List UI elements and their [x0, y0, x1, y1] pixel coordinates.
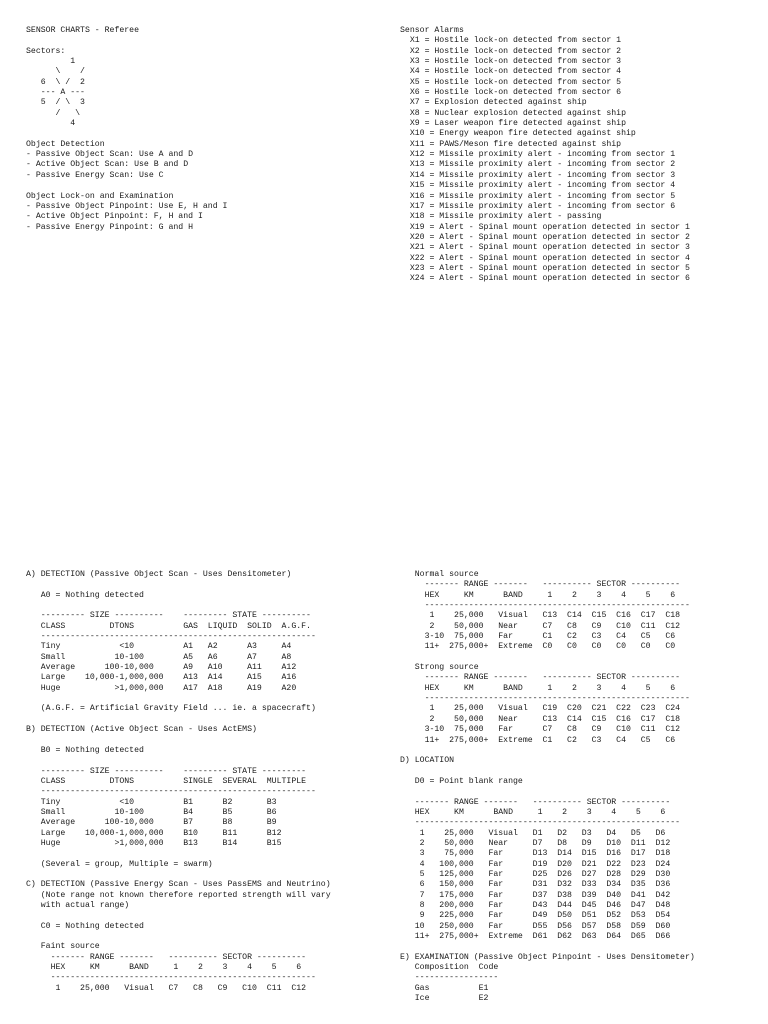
energy-location-examination-tables: Normal source ------- RANGE ------- ---------- SECTOR ---------- HEX KM BAND 1 2 3 4 5 6 ------------------------------------------------------ 1 25,000 Visual C13 C14 C15 C16 C17 C18 2 50,000 Near C7 C8 C9 C10 C11 C12 3-10 75,000 Far C1 C2 C3 C4 C5 C6 11+ 275,000+ Extreme C0 C0 C0 C0 C0 C0 Strong source ------- RANGE ------- ---------- SECTOR ---------- HEX KM BAND 1 2 3 4 5 6 ------------------------------------------------------ 1 25,000 Visual C19 C20 C21 C22 C23 C24 2 50,000 Near C13 C14 C15 C16 C17 C18 3-10 75,000 Far C7 C8 C9 C10 C11 C12 11+ 275,000+ Extreme C1 C2 C3 C4 C5 C6 D) LOCATION D0 = Point blank range ------- RANGE ------- ---------- SECTOR ---------- HEX KM BAND 1 2 3 4 5 6 ------------------------------------------------------ 1 25,000 Visual D1 D2 D3 D4 D5 D6 2 50,000 Near D7 D8 D9 D10 D11 D12 3 75,000 Far D13 D14 D15 D16 D17 D18 4 100,000 Far D19 D20 D21 D22 D23 D24 5 125,000 Far D25 D26 D27 D28 D29 D30 6 150,000 Far D31 D32 D33 D34 D35 D36 7 175,000 Far D37 D38 D39 D40 D41 D42 8 200,000 Far D43 D44 D45 D46 D47 D48 9 225,000 Far D49 D50 D51 D52 D53 D54 10 250,000 Far D55 D56 D57 D58 D59 D60 11+ 275,000+ Extreme D61 D62 D63 D64 D65 D66 E) EXAMINATION (Passive Object Pinpoint - Uses Densitometer) Composition Code ----------------- Gas E1 Ice E2: [400, 570, 695, 1004]
sensor-charts-intro: SENSOR CHARTS - Referee Sectors: 1 \ / 6 \ / 2 --- A --- 5 / \ 3 / \ 4 Object Detection - Passive Object Scan: Use A and D - Active Object Scan: Use B and D - Passive Energy Scan: Use C Object Lock-on and Examination - Passive Object Pinpoint: Use E, H and I - Active Object Pinpoint: F, H and I - Passive Energy Pinpoint: G and H: [26, 26, 228, 232]
detection-tables-a-b-c: A) DETECTION (Passive Object Scan - Uses Densitometer) A0 = Nothing detected --------- SIZE ---------- --------- STATE ---------- CLASS DTONS GAS LIQUID SOLID A.G.F. -------------------------------------------------------- Tiny <10 A1 A2 A3 A4 Small 10-100 A5 A6 A7 A8 Average 100-10,000 A9 A10 A11 A12 Large 10,000-1,000,000 A13 A14 A15 A16 Huge >1,000,000 A17 A18 A19 A20 (A.G.F. = Artificial Gravity Field ... ie. a spacecraft) B) DETECTION (Active Object Scan - Uses ActEMS) B0 = Nothing detected --------- SIZE ---------- --------- STATE --------- CLASS DTONS SINGLE SEVERAL MULTIPLE -------------------------------------------------------- Tiny <10 B1 B2 B3 Small 10-100 B4 B5 B6 Average 100-10,000 B7 B8 B9 Large 10,000-1,000,000 B10 B11 B12 Huge >1,000,000 B13 B14 B15 (Several = group, Multiple = swarm) C) DETECTION (Passive Energy Scan - Uses PassEMS and Neutrino) (Note range not known therefore reported strength will vary with actual range) C0 = Nothing detected Faint source ------- RANGE ------- ---------- SECTOR ---------- HEX KM BAND 1 2 3 4 5 6 ------------------------------------------------------ 1 25,000 Visual C7 C8 C9 C10 C11 C12: [26, 570, 331, 993]
sensor-alarms-list: Sensor Alarms X1 = Hostile lock-on detected from sector 1 X2 = Hostile lock-on detected from sector 2 X3 = Hostile lock-on detected from sector 3 X4 = Hostile lock-on detected from sector 4 X5 = Hostile lock-on detected from sector 5 X6 = Hostile lock-on detected from sector 6 X7 = Explosion detected against ship X8 = Nuclear explosion detected against ship X9 = Laser weapon fire detected against ship X10 = Energy weapon fire detected against ship X11 = PAWS/Meson fire detected against ship X12 = Missile proximity alert - incoming from sector 1 X13 = Missile proximity alert - incoming from sector 2 X14 = Missile proximity alert - incoming from sector 3 X15 = Missile proximity alert - incoming from sector 4 X16 = Missile proximity alert - incoming from sector 5 X17 = Missile proximity alert - incoming from sector 6 X18 = Missile proximity alert - passing X19 = Alert - Spinal mount operation detected in sector 1 X20 = Alert - Spinal mount operation detected in sector 2 X21 = Alert - Spinal mount operation detected in sector 3 X22 = Alert - Spinal mount operation detected in sector 4 X23 = Alert - Spinal mount operation detected in sector 5 X24 = Alert - Spinal mount operation detected in sector 6: [400, 26, 690, 284]
